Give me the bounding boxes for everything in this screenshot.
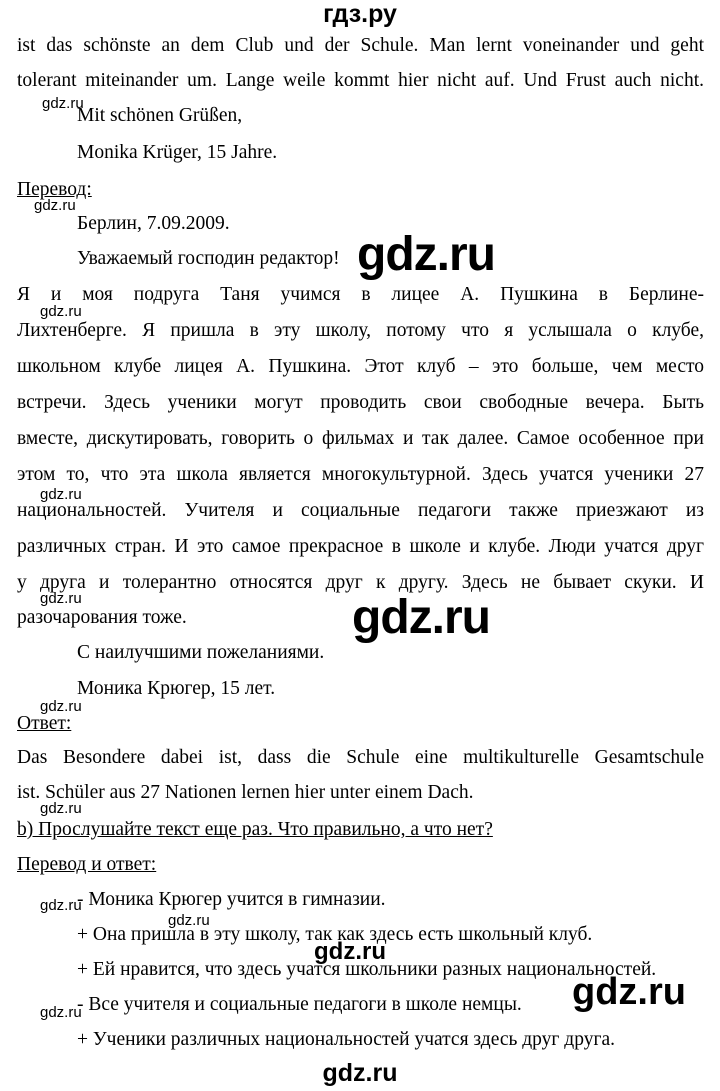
task-b-item: + Ей нравится, что здесь учатся школьники разных национальностей. bbox=[77, 959, 657, 980]
watermark-small: gdz.ru bbox=[34, 197, 76, 214]
translation-line: встречи. Здесь ученики могут проводить свои свободные вечера. Быть bbox=[17, 392, 704, 413]
watermark-large: gdz.ru bbox=[572, 971, 686, 1013]
task-b-subheading: Перевод и ответ: bbox=[17, 854, 157, 875]
translation-line: Лихтенберге. Я пришла в эту школу, потому что я услышала о клубе, bbox=[17, 320, 704, 341]
task-b-item: + Она пришла в эту школу, так как здесь есть школьный клуб. bbox=[77, 924, 593, 945]
watermark-small: gdz.ru bbox=[40, 486, 82, 503]
translation-line: Я и моя подруга Таня учимся в лицее А. Пушкина в Берлине- bbox=[17, 284, 704, 305]
watermark-small: gdz.ru bbox=[40, 897, 82, 914]
answer-line: Das Besondere dabei ist, dass die Schule eine multikulturelle Gesamtschule bbox=[17, 747, 704, 768]
translation-closing: С наилучшими пожеланиями. bbox=[77, 642, 325, 663]
translation-line: разочарования тоже. bbox=[17, 607, 187, 628]
watermark-small: gdz.ru bbox=[40, 303, 82, 320]
watermark-small: gdz.ru bbox=[40, 800, 82, 817]
answer-line: ist. Schüler aus 27 Nationen lernen hier unter einem Dach. bbox=[17, 782, 474, 803]
translation-line: у друга и толерантно относятся друг к другу. Здесь не бывает скуки. И bbox=[17, 572, 704, 593]
task-b-item: - Моника Крюгер учится в гимназии. bbox=[77, 889, 386, 910]
watermark-small: gdz.ru bbox=[168, 912, 210, 929]
watermark-large: gdz.ru bbox=[352, 591, 490, 644]
translation-line: школьном клубе лицея А. Пушкина. Этот клуб – это больше, чем место bbox=[17, 356, 704, 377]
task-b-heading: b) Прослушайте текст еще раз. Что правильно, а что нет? bbox=[17, 819, 493, 840]
translation-line: вместе, дискутировать, говорить о фильмах и так далее. Самое особенное при bbox=[17, 428, 704, 449]
translation-line: национальностей. Учителя и социальные педагоги также приезжают из bbox=[17, 500, 704, 521]
translation-heading: Перевод: bbox=[17, 179, 92, 200]
translation-signature: Моника Крюгер, 15 лет. bbox=[77, 678, 276, 699]
footer-watermark: gdz.ru bbox=[322, 1059, 398, 1087]
task-b-item: - Все учителя и социальные педагоги в школе немцы. bbox=[77, 994, 522, 1015]
letter-signature: Monika Krüger, 15 Jahre. bbox=[77, 142, 278, 163]
watermark-small: gdz.ru bbox=[40, 1004, 82, 1021]
translation-line: различных стран. И это самое прекрасное в школе и клубе. Люди учатся друг bbox=[17, 536, 704, 557]
translation-greeting: Уважаемый господин редактор! bbox=[77, 248, 340, 269]
watermark-large: gdz.ru bbox=[357, 228, 495, 281]
answer-heading: Ответ: bbox=[17, 713, 72, 734]
translation-date: Берлин, 7.09.2009. bbox=[77, 213, 230, 234]
watermark-small: gdz.ru bbox=[40, 698, 82, 715]
watermark-small: gdz.ru bbox=[42, 95, 84, 112]
letter-line: tolerant miteinander um. Lange weile kommt hier nicht auf. Und Frust auch nicht. bbox=[17, 70, 704, 91]
letter-closing: Mit schönen Grüßen, bbox=[77, 105, 243, 126]
watermark-medium: gdz.ru bbox=[314, 938, 386, 965]
site-title: гдз.ру bbox=[323, 0, 397, 28]
task-b-item: + Ученики различных национальностей учатся здесь друг друга. bbox=[77, 1029, 615, 1050]
watermark-small: gdz.ru bbox=[40, 590, 82, 607]
translation-line: этом то, что эта школа является многокультурной. Здесь учатся ученики 27 bbox=[17, 464, 704, 485]
letter-line: ist das schönste an dem Club und der Schule. Man lernt voneinander und geht bbox=[17, 35, 704, 56]
